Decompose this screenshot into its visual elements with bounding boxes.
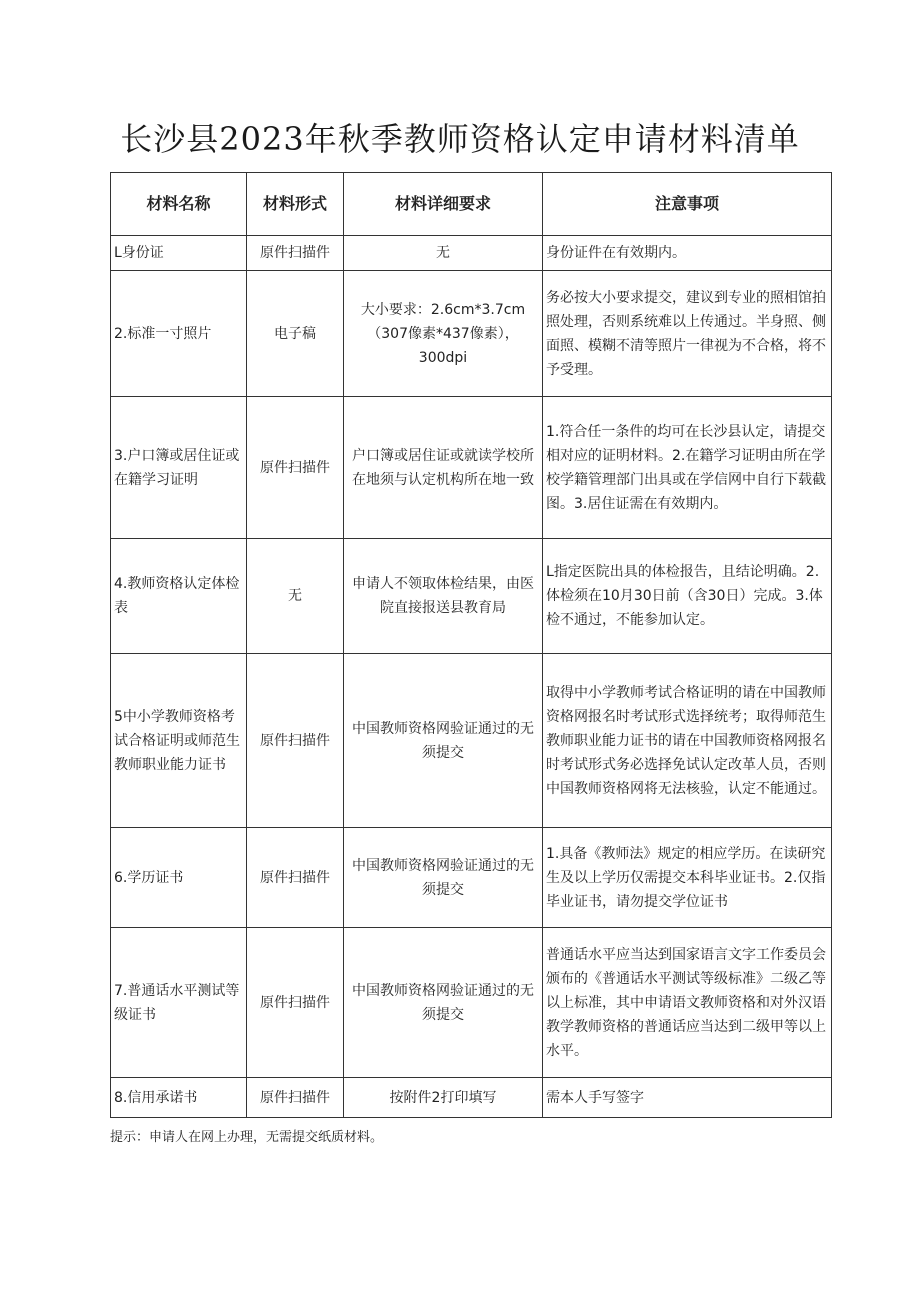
material-form: 无 <box>247 539 344 654</box>
footnote: 提示：申请人在网上办理，无需提交纸质材料。 <box>110 1130 384 1145</box>
material-form: 原件扫描件 <box>247 397 344 539</box>
material-note: 需本人手写签字 <box>543 1078 832 1118</box>
material-requirement: 无 <box>344 236 543 271</box>
material-requirement: 大小要求：2.6cm*3.7cm（307像素*437像素），300dpi <box>344 271 543 397</box>
material-form: 原件扫描件 <box>247 654 344 828</box>
material-form: 电子稿 <box>247 271 344 397</box>
material-name: 4.教师资格认定体检表 <box>111 539 247 654</box>
header-material-form: 材料形式 <box>247 173 344 236</box>
page-title: 长沙县2023年秋季教师资格认定申请材料清单 <box>120 120 800 158</box>
header-notes: 注意事项 <box>543 173 832 236</box>
material-note: 取得中小学教师考试合格证明的请在中国教师资格网报名时考试形式选择统考；取得师范生教师职业能力证书的请在中国教师资格网报名时考试形式务必选择免试认定改革人员，否则中国教师资格网将无法核验，认定不能通过。 <box>543 654 832 828</box>
header-material-name: 材料名称 <box>111 173 247 236</box>
material-note: 1.符合任一条件的均可在长沙县认定，请提交相对应的证明材料。2.在籍学习证明由所在学校学籍管理部门出具或在学信网中自行下载截图。3.居住证需在有效期内。 <box>543 397 832 539</box>
material-note: 1.具备《教师法》规定的相应学历。在读研究生及以上学历仅需提交本科毕业证书。2.仅指毕业证书，请勿提交学位证书 <box>543 828 832 928</box>
table-row <box>111 928 832 1078</box>
table-row <box>111 397 832 539</box>
table-row <box>111 828 832 928</box>
table-header-row <box>111 173 832 236</box>
materials-table <box>110 172 832 1118</box>
table-row <box>111 539 832 654</box>
material-form: 原件扫描件 <box>247 236 344 271</box>
material-requirement: 按附件2打印填写 <box>344 1078 543 1118</box>
material-name: 7.普通话水平测试等级证书 <box>111 928 247 1078</box>
table-row <box>111 1078 832 1118</box>
material-note: 身份证件在有效期内。 <box>543 236 832 271</box>
material-requirement: 中国教师资格网验证通过的无须提交 <box>344 654 543 828</box>
table-row <box>111 271 832 397</box>
material-form: 原件扫描件 <box>247 1078 344 1118</box>
material-requirement: 中国教师资格网验证通过的无须提交 <box>344 828 543 928</box>
material-requirement: 中国教师资格网验证通过的无须提交 <box>344 928 543 1078</box>
material-name: 8.信用承诺书 <box>111 1078 247 1118</box>
material-name: 5中小学教师资格考试合格证明或师范生教师职业能力证书 <box>111 654 247 828</box>
material-form: 原件扫描件 <box>247 928 344 1078</box>
material-requirement: 申请人不领取体检结果，由医院直接报送县教育局 <box>344 539 543 654</box>
header-material-requirement: 材料详细要求 <box>344 173 543 236</box>
material-note: L指定医院出具的体检报告，且结论明确。2.体检须在10月30日前（含30日）完成。3.体检不通过，不能参加认定。 <box>543 539 832 654</box>
material-name: 3.户口簿或居住证或在籍学习证明 <box>111 397 247 539</box>
material-note: 普通话水平应当达到国家语言文字工作委员会颁布的《普通话水平测试等级标准》二级乙等以上标准，其中申请语文教师资格和对外汉语教学教师资格的普通话应当达到二级甲等以上水平。 <box>543 928 832 1078</box>
table-row <box>111 236 832 271</box>
table-row <box>111 654 832 828</box>
material-note: 务必按大小要求提交，建议到专业的照相馆拍照处理，否则系统难以上传通过。半身照、侧面照、模糊不清等照片一律视为不合格，将不予受理。 <box>543 271 832 397</box>
material-name: L身份证 <box>111 236 247 271</box>
material-requirement: 户口簿或居住证或就读学校所在地须与认定机构所在地一致 <box>344 397 543 539</box>
material-form: 原件扫描件 <box>247 828 344 928</box>
material-name: 6.学历证书 <box>111 828 247 928</box>
material-name: 2.标准一寸照片 <box>111 271 247 397</box>
